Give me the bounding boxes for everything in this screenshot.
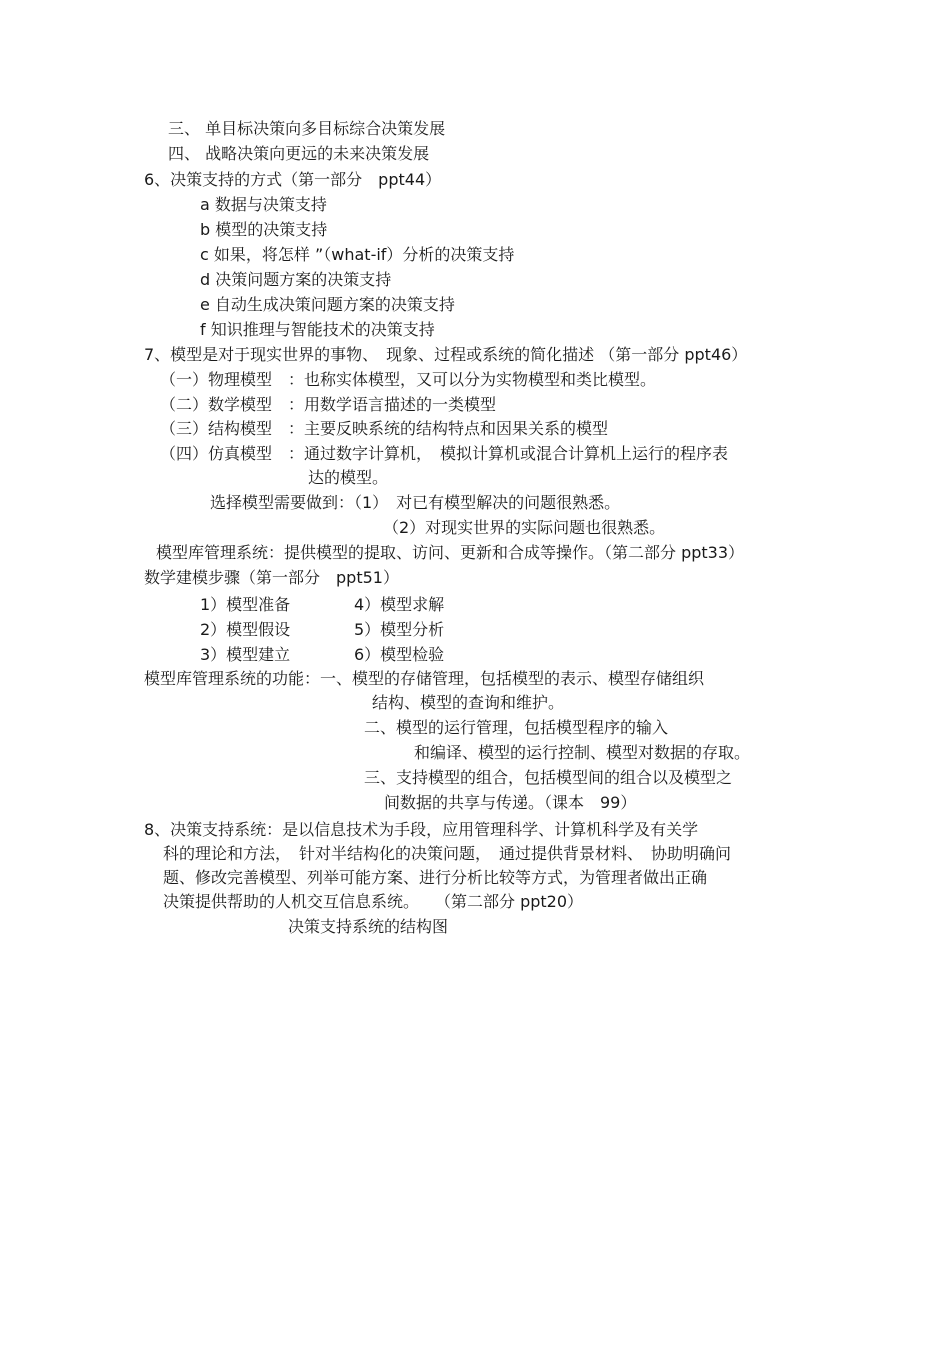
figure-caption: 决策支持系统的结构图 [288,917,449,936]
text-line: 三、支持模型的组合，包括模型间的组合以及模型之 [364,768,733,787]
text-line: 选择模型需要做到：（1） 对已有模型解决的问题很熟悉。 [210,493,621,512]
list-item: e 自动生成决策问题方案的决策支持 [200,295,455,314]
text-line: 二、模型的运行管理，包括模型程序的输入 [364,718,669,737]
text-line: 结构、模型的查询和维护。 [372,693,565,712]
list-item: f 知识推理与智能技术的决策支持 [200,320,435,339]
text-line: 间数据的共享与传递。（课本 99） [384,793,637,812]
list-item: 4）模型求解 [354,595,445,614]
list-item: c 如果，将怎样 ”（what-if）分析的决策支持 [200,245,515,264]
list-item: b 模型的决策支持 [200,220,328,239]
text-line: 三、 单目标决策向多目标综合决策发展 [168,119,446,138]
text-line: 四、 战略决策向更远的未来决策发展 [168,144,430,163]
list-item: （三）结构模型 ：主要反映系统的结构特点和因果关系的模型 [160,419,609,438]
list-item: （二）数学模型 ：用数学语言描述的一类模型 [160,395,497,414]
list-item: 1）模型准备 [200,595,291,614]
text-line: 和编译、模型的运行控制、模型对数据的存取。 [414,743,751,762]
list-item: 2）模型假设 [200,620,291,639]
list-item: 6）模型检验 [354,645,445,664]
list-item: a 数据与决策支持 [200,195,327,214]
list-item: d 决策问题方案的决策支持 [200,270,392,289]
section-heading: 6、决策支持的方式（第一部分 ppt44） [144,170,442,189]
text-line: 达的模型。 [308,468,389,487]
section-heading: 7、模型是对于现实世界的事物、 现象、过程或系统的简化描述 （第一部分 ppt46） [144,345,748,364]
text-line: 模型库管理系统的功能：一、模型的存储管理，包括模型的表示、模型存储组织 [144,669,705,688]
text-line: 题、修改完善模型、列举可能方案、进行分析比较等方式，为管理者做出正确 [163,868,708,887]
section-heading: 8、决策支持系统：是以信息技术为手段，应用管理科学、计算机科学及有关学 [144,820,699,839]
list-item: 5）模型分析 [354,620,445,639]
text-line: （2）对现实世界的实际问题也很熟悉。 [383,518,666,537]
list-item: （四）仿真模型 ：通过数字计算机， 模拟计算机或混合计算机上运行的程序表 [160,444,729,463]
section-heading: 数学建模步骤（第一部分 ppt51） [144,568,399,587]
text-line: 科的理论和方法， 针对半结构化的决策问题， 通过提供背景材料、 协助明确问 [163,844,732,863]
text-line: 决策提供帮助的人机交互信息系统。 （第二部分 ppt20） [163,892,584,911]
list-item: 3）模型建立 [200,645,291,664]
text-line: 模型库管理系统：提供模型的提取、访问、更新和合成等操作。（第二部分 ppt33） [156,543,745,562]
list-item: （一）物理模型 ：也称实体模型，又可以分为实物模型和类比模型。 [160,370,657,389]
